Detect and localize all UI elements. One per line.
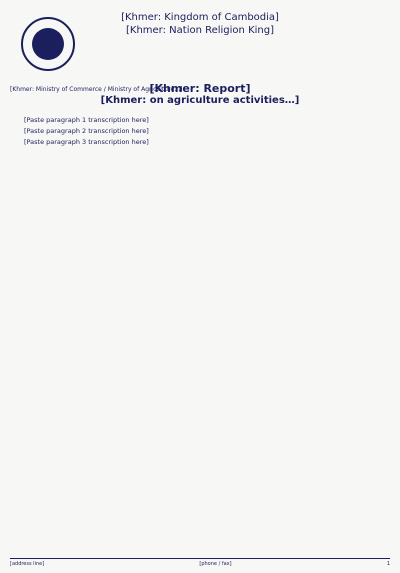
paragraph: [Paste paragraph 3 transcription here] [24, 138, 149, 146]
report-body [10, 116, 390, 147]
report-subtitle: [Khmer: on agriculture activities…] [100, 95, 300, 106]
ministry-logo [18, 14, 78, 74]
page-number: 1 [386, 561, 390, 567]
footer-phone: [phone / fax] [199, 561, 232, 567]
paragraph: [Paste paragraph 1 transcription here] [24, 116, 149, 124]
ministry-name: [Khmer: Ministry of Commerce / Ministry of Agriculture…] [10, 86, 183, 93]
footer [10, 558, 390, 567]
paragraph: [Paste paragraph 2 transcription here] [24, 127, 149, 135]
report-title: [Khmer: Report] [149, 82, 251, 95]
kingdom-heading: [Khmer: Kingdom of Cambodia] [121, 12, 279, 23]
motto-heading: [Khmer: Nation Religion King] [125, 25, 274, 36]
footer-address: [address line] [10, 561, 45, 567]
